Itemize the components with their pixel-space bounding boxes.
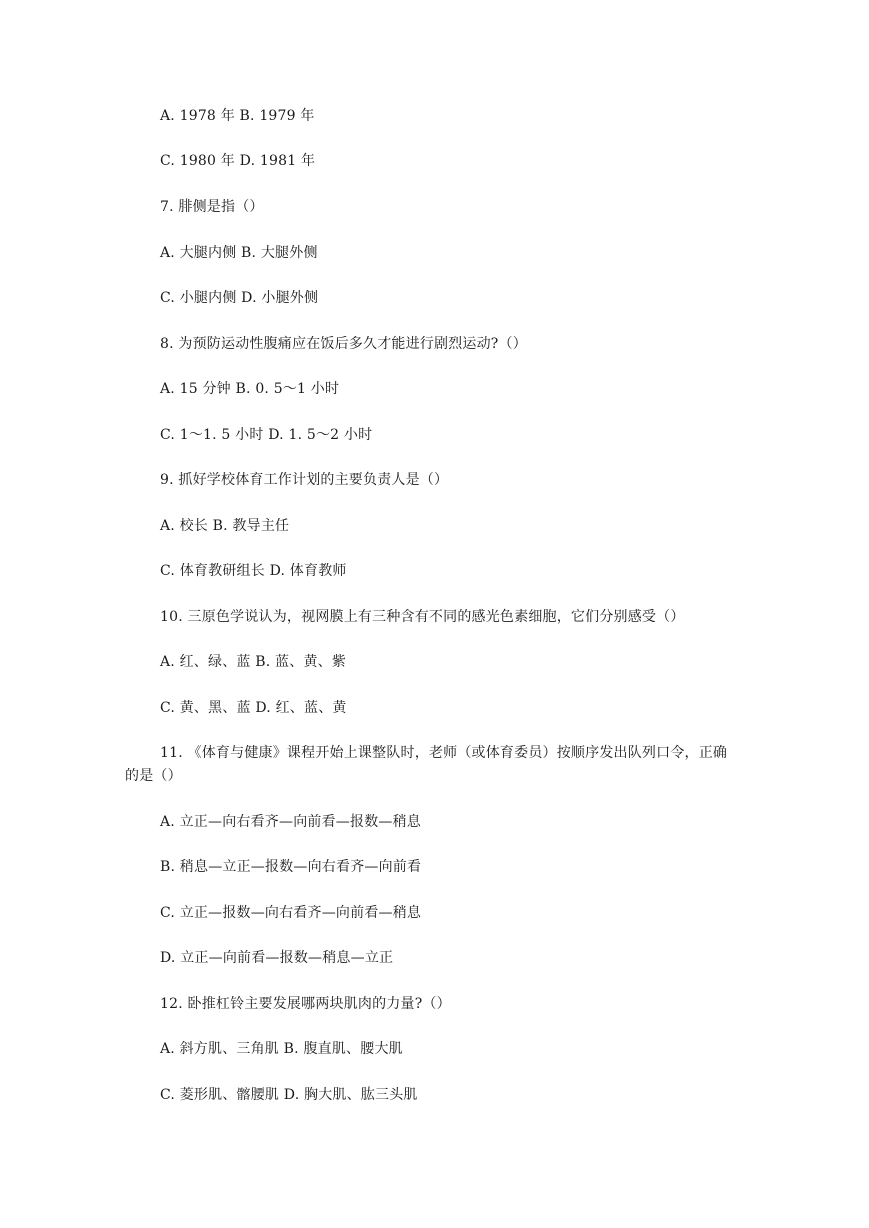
- option-line-6cd: C. 1980 年 D. 1981 年: [160, 153, 316, 169]
- question-9: 9. 抓好学校体育工作计划的主要负责人是（）: [160, 472, 449, 488]
- option-line-9cd: C. 体育教研组长 D. 体育教师: [160, 563, 347, 579]
- option-line-12cd: C. 菱形肌、髂腰肌 D. 胸大肌、肱三头肌: [160, 1087, 418, 1103]
- option-line-7cd: C. 小腿内侧 D. 小腿外侧: [160, 290, 319, 306]
- option-line-6ab: A. 1978 年 B. 1979 年: [160, 108, 315, 124]
- question-10: 10. 三原色学说认为，视网膜上有三种含有不同的感光色素细胞，它们分别感受（）: [160, 609, 685, 625]
- option-11d: D. 立正—向前看—报数—稍息—立正: [160, 950, 394, 966]
- option-11a: A. 立正—向右看齐—向前看—报数—稍息: [160, 814, 422, 830]
- option-line-7ab: A. 大腿内侧 B. 大腿外侧: [160, 245, 318, 261]
- option-line-10cd: C. 黄、黑、蓝 D. 红、蓝、黄: [160, 700, 347, 716]
- question-7: 7. 腓侧是指（）: [160, 199, 264, 215]
- question-8: 8. 为预防运动性腹痛应在饭后多久才能进行剧烈运动?（）: [160, 336, 527, 352]
- option-line-8ab: A. 15 分钟 B. 0. 5～1 小时: [160, 381, 340, 397]
- option-line-9ab: A. 校长 B. 教导主任: [160, 518, 290, 534]
- question-12: 12. 卧推杠铃主要发展哪两块肌肉的力量?（）: [160, 996, 451, 1012]
- option-line-10ab: A. 红、绿、蓝 B. 蓝、黄、紫: [160, 654, 347, 670]
- option-11c: C. 立正—报数—向右看齐—向前看—稍息: [160, 905, 422, 921]
- question-11: 11. 《体育与健康》课程开始上课整队时，老师（或体育委员）按顺序发出队列口令，正确的是（）: [125, 745, 728, 784]
- option-line-12ab: A. 斜方肌、三角肌 B. 腹直肌、腰大肌: [160, 1041, 403, 1057]
- option-11b: B. 稍息—立正—报数—向右看齐—向前看: [160, 859, 422, 875]
- option-line-8cd: C. 1～1. 5 小时 D. 1. 5～2 小时: [160, 427, 373, 443]
